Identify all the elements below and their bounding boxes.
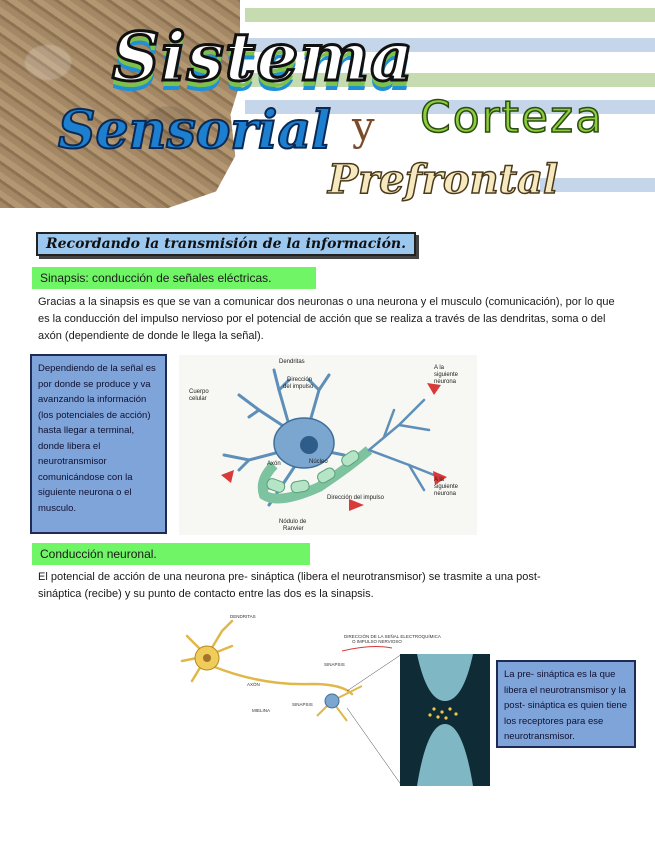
label-direccion-signal-1: DIRECCIÓN DE LA SEÑAL ELECTROQUÍMICA: [344, 634, 441, 639]
label-siguiente-1b: siguiente: [434, 372, 459, 378]
label-nodulo-1: Nódulo de: [279, 519, 307, 525]
label-cuerpo-2: celular: [189, 396, 207, 402]
conduction-paragraph: El potencial de acción de una neurona pre- sináptica (libera el neurotransmisor) se trasmite a una post- sináptica (recibe) y su punto de contacto entre las dos es la sinapsis.: [38, 571, 541, 600]
label-siguiente-2c: neurona: [434, 491, 457, 497]
neuron-diagram: [179, 355, 477, 535]
label-siguiente-1a: A la: [434, 365, 445, 371]
label-direccion-3: Dirección del impulso: [327, 495, 385, 501]
label-nucleo: Núcleo: [309, 459, 328, 465]
label-siguiente-2b: siguiente: [434, 484, 459, 490]
label-nodulo-2: Ranvier: [283, 526, 304, 532]
label-axon: Axón: [267, 461, 281, 467]
synapse-heading: Sinapsis: conducción de señales eléctricas.: [32, 267, 316, 289]
title-sensorial: Sensorial: [58, 100, 331, 161]
label-mielina: MIELINA: [252, 708, 271, 713]
title-connector: y: [352, 104, 375, 150]
title-corteza: Corteza: [420, 92, 605, 143]
label-sinapsis-top: SINAPSIS: [324, 662, 345, 667]
section-heading: Recordando la transmisión de la información.: [36, 232, 416, 256]
label-siguiente-2a: A la: [434, 477, 445, 483]
synapse-paragraph: Gracias a la sinapsis es que se van a comunicar dos neuronas o una neurona y el musculo (comunicación), por lo que es la conducción del impulso nervioso por el potencial de acción que se realiza a través de las dendritas, soma o del axón (dependiente de donde le llega la señal).: [38, 296, 615, 342]
synapse-note: Dependiendo de la señal es por donde se produce y va avanzando la información (los potenciales de acción) hasta llegar a terminal, donde libera el neurotransmisor comunicándose con la siguiente neurona o el musculo.: [30, 354, 167, 534]
label-cuerpo-1: Cuerpo: [189, 389, 209, 395]
title-prefrontal: Prefrontal: [328, 156, 559, 203]
label-axon-2: AXÓN: [247, 682, 260, 687]
label-siguiente-1c: neurona: [434, 379, 457, 385]
label-sinapsis-bottom: SINAPSIS: [292, 702, 313, 707]
label-dendritas-2: DENDRITAS: [230, 614, 256, 619]
label-dendritas: Dendritas: [279, 359, 305, 365]
conduction-note: La pre- sináptica es la que libera el neurotransmisor y la post- sináptica es quien tiene los receptores para ese neurotransmisor.: [496, 660, 636, 748]
title-sistema: Sistema: [112, 18, 414, 96]
label-direccion-1: Dirección: [287, 377, 313, 383]
synapse-diagram: [172, 606, 494, 788]
label-direccion-signal-2: O IMPULSO NERVIOSO: [352, 639, 402, 644]
nucleus: [300, 436, 318, 454]
label-direccion-2: del impulso: [283, 384, 314, 390]
conduction-heading: Conducción neuronal.: [32, 543, 310, 565]
